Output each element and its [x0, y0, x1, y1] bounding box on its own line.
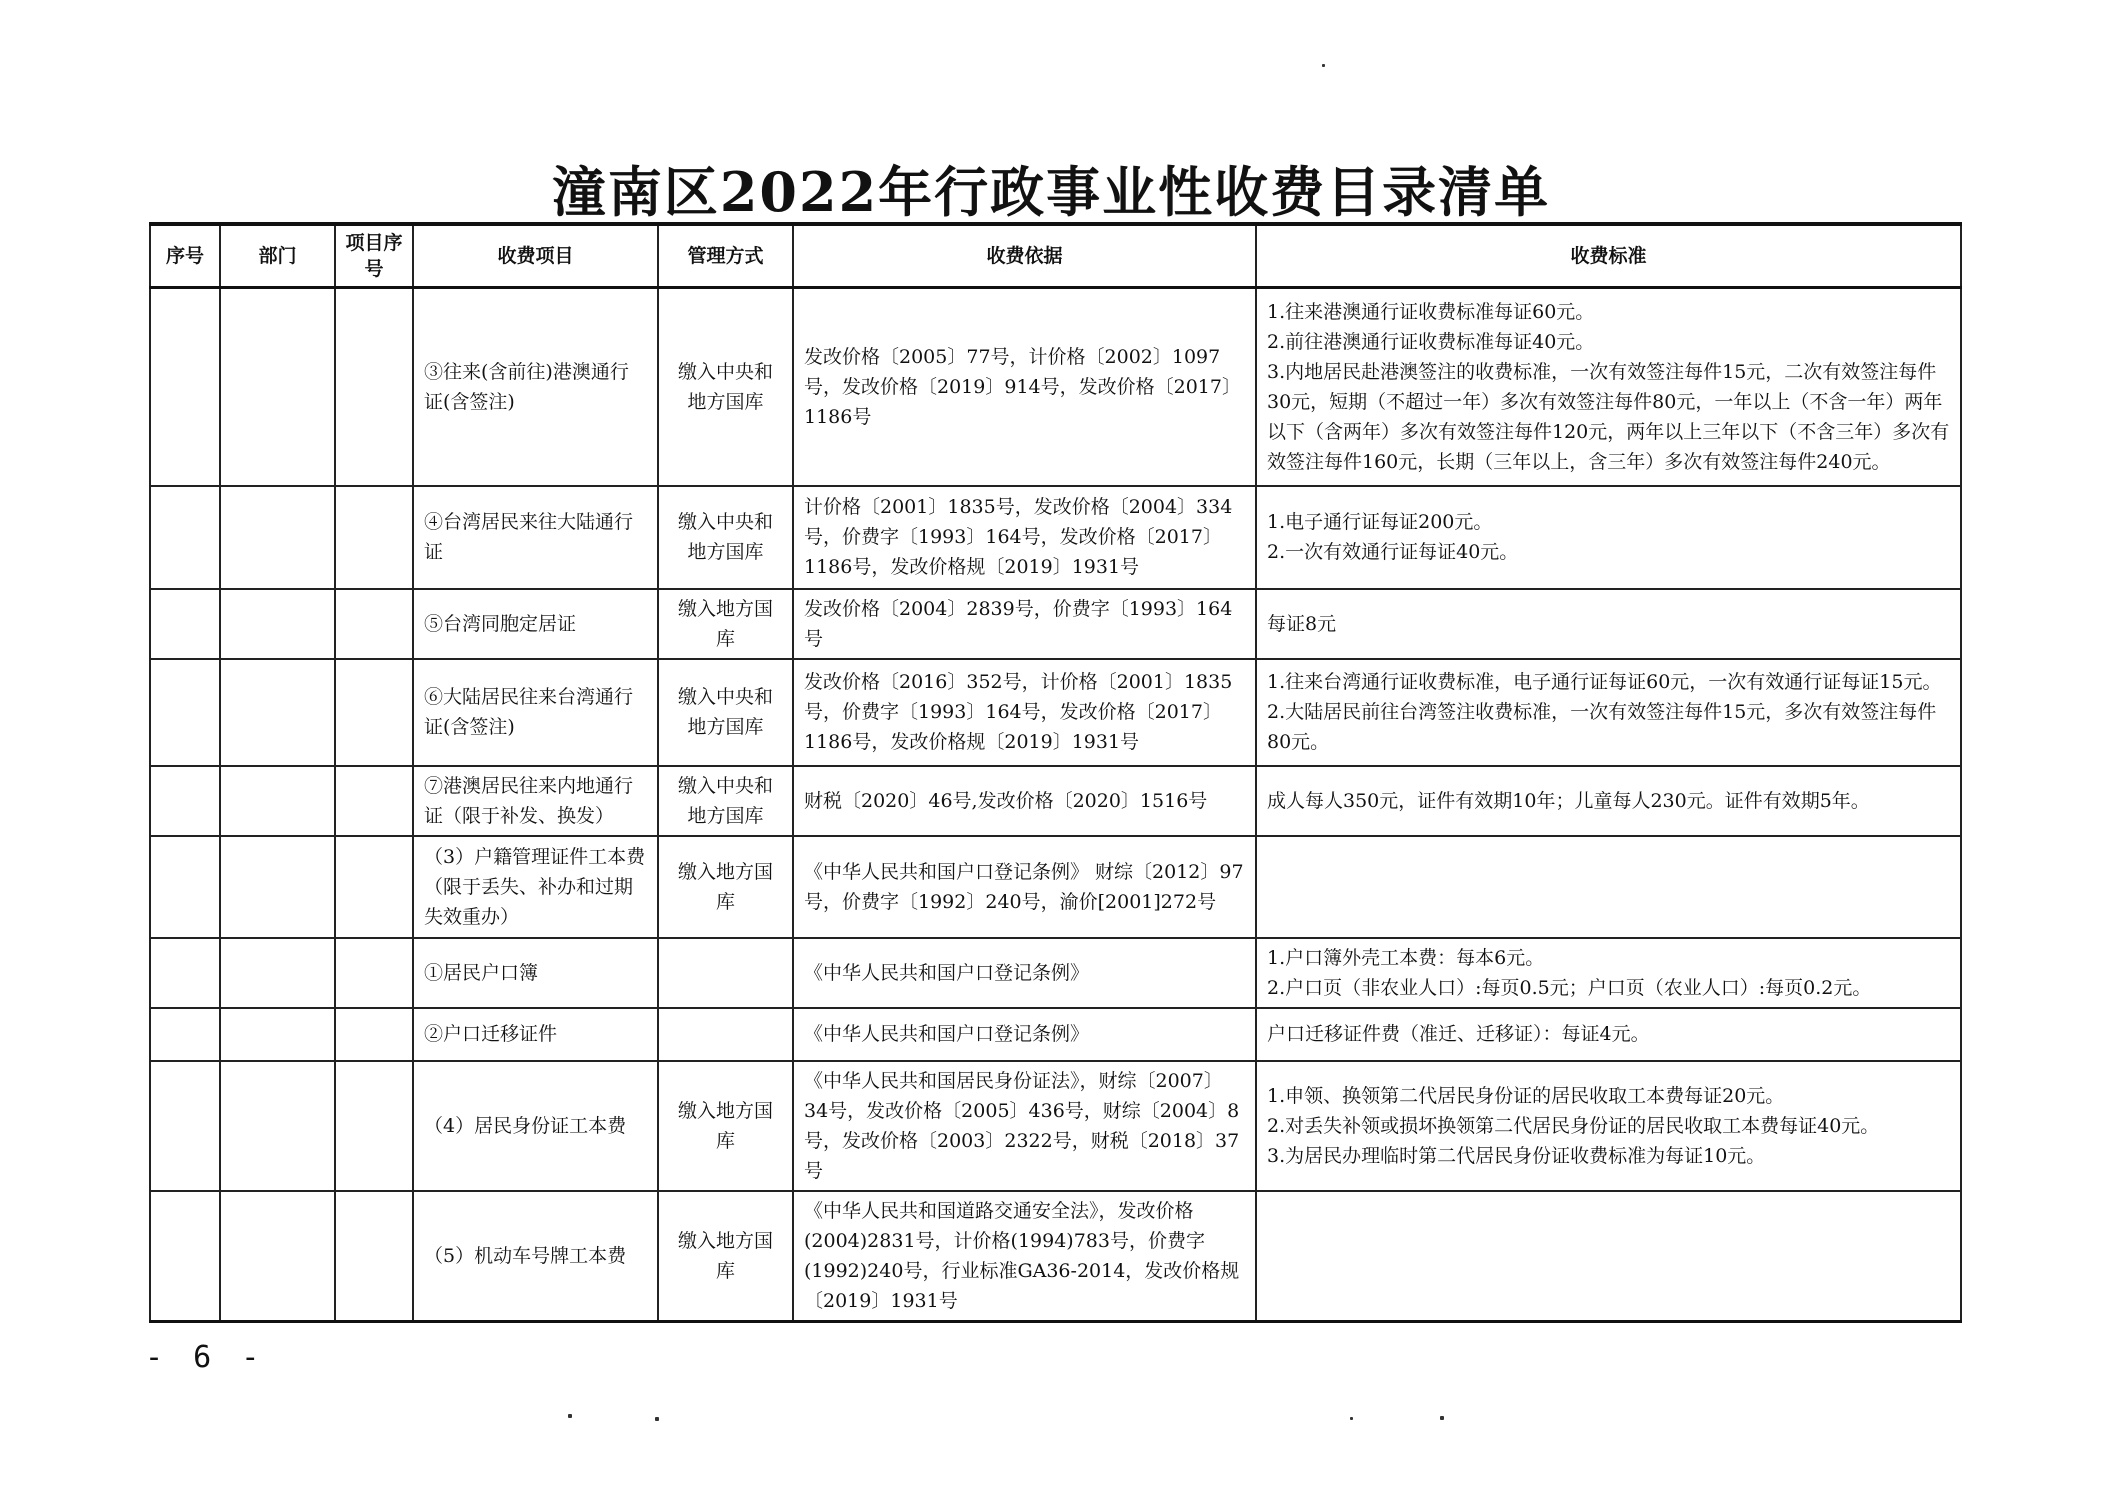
scan-speck: [568, 1414, 572, 1418]
cell-basis: 发改价格〔2005〕77号，计价格〔2002〕1097号，发改价格〔2019〕914号，发改价格〔2017〕1186号: [793, 288, 1256, 486]
cell-dept: [220, 1191, 335, 1322]
cell-item-seq: [335, 288, 413, 486]
cell-item-seq: [335, 659, 413, 766]
cell-standard: [1256, 486, 1961, 589]
cell-management: 缴入中央和地方国库: [658, 288, 793, 486]
standard-line: 1.申领、换领第二代居民身份证的居民收取工本费每证20元。: [1267, 1084, 1785, 1107]
standard-line: 2.户口页（非农业人口）:每页0.5元；户口页（农业人口）:每页0.2元。: [1267, 976, 1872, 999]
cell-item-seq: [335, 1061, 413, 1191]
standard-line: 户口迁移证件费（准迁、迁移证）：每证4元。: [1267, 1023, 1650, 1045]
scan-speck: [1322, 64, 1325, 67]
table-row: [150, 766, 1961, 836]
standard-line: 1.电子通行证每证200元。: [1267, 511, 1493, 533]
table-row: [150, 486, 1961, 589]
table-row: [150, 288, 1961, 486]
cell-management: 缴入地方国库: [658, 589, 793, 659]
cell-management: [658, 938, 793, 1008]
standard-line: 1.往来港澳通行证收费标准每证60元。: [1267, 300, 1595, 323]
col-header: 收费标准: [1256, 224, 1961, 288]
cell-seq: [150, 486, 220, 589]
cell-item-seq: [335, 486, 413, 589]
cell-management: 缴入地方国库: [658, 836, 793, 938]
cell-fee-item: （5）机动车号牌工本费: [413, 1191, 658, 1322]
cell-item-seq: [335, 1008, 413, 1061]
scan-speck: [1350, 1417, 1353, 1420]
cell-standard: [1256, 938, 1961, 1008]
cell-seq: [150, 288, 220, 486]
cell-fee-item: ⑥大陆居民往来台湾通行证(含签注): [413, 659, 658, 766]
col-header: 收费项目: [413, 224, 658, 288]
cell-management: 缴入中央和地方国库: [658, 486, 793, 589]
cell-standard: [1256, 288, 1961, 486]
table-row: [150, 836, 1961, 938]
scan-speck: [655, 1417, 659, 1421]
cell-dept: [220, 766, 335, 836]
cell-dept: [220, 288, 335, 486]
col-header: 部门: [220, 224, 335, 288]
cell-item-seq: [335, 766, 413, 836]
standard-line: 2.一次有效通行证每证40元。: [1267, 541, 1519, 563]
cell-standard: [1256, 589, 1961, 659]
cell-seq: [150, 766, 220, 836]
cell-standard: [1256, 659, 1961, 766]
cell-basis: 财税〔2020〕46号,发改价格〔2020〕1516号: [793, 766, 1256, 836]
cell-fee-item: ①居民户口簿: [413, 938, 658, 1008]
table-row: [150, 589, 1961, 659]
cell-fee-item: ④台湾居民来往大陆通行证: [413, 486, 658, 589]
cell-fee-item: ②户口迁移证件: [413, 1008, 658, 1061]
standard-line: 1.户口簿外壳工本费：每本6元。: [1267, 946, 1545, 969]
standard-line: 2.对丢失补领或损坏换领第二代居民身份证的居民收取工本费每证40元。: [1267, 1114, 1880, 1137]
col-header: 管理方式: [658, 224, 793, 288]
cell-management: [658, 1008, 793, 1061]
fee-table: [149, 222, 1962, 1323]
standard-line: 每证8元: [1267, 612, 1337, 635]
cell-seq: [150, 589, 220, 659]
cell-seq: [150, 938, 220, 1008]
cell-management: 缴入中央和地方国库: [658, 659, 793, 766]
cell-dept: [220, 589, 335, 659]
cell-seq: [150, 1008, 220, 1061]
standard-line: 3.内地居民赴港澳签注的收费标准，一次有效签注每件15元，二次有效签注每件30元，短期（不超过一年）多次有效签注每件80元，一年以上（不含一年）两年以下（含两年）多次有效签注每件120元，两年以上三年以下（不含三年）多次有效签注每件160元，长期（三年以上，含三年）多次有效签注每件240元。: [1267, 360, 1950, 473]
cell-standard: [1256, 1191, 1961, 1322]
cell-basis: 《中华人民共和国居民身份证法》，财综〔2007〕34号，发改价格〔2005〕436号，财综〔2004〕8号，发改价格〔2003〕2322号，财税〔2018〕37号: [793, 1061, 1256, 1191]
cell-dept: [220, 836, 335, 938]
cell-item-seq: [335, 938, 413, 1008]
cell-seq: [150, 1191, 220, 1322]
cell-standard: [1256, 766, 1961, 836]
cell-management: 缴入中央和地方国库: [658, 766, 793, 836]
cell-fee-item: ⑦港澳居民往来内地通行证（限于补发、换发）: [413, 766, 658, 836]
standard-line: 2.大陆居民前往台湾签注收费标准，一次有效签注每件15元，多次有效签注每件80元。: [1267, 701, 1937, 753]
cell-basis: 《中华人民共和国户口登记条例》: [793, 938, 1256, 1008]
cell-standard: [1256, 836, 1961, 938]
cell-fee-item: ③往来(含前往)港澳通行证(含签注): [413, 288, 658, 486]
cell-fee-item: ⑤台湾同胞定居证: [413, 589, 658, 659]
cell-dept: [220, 938, 335, 1008]
cell-seq: [150, 659, 220, 766]
table-row: [150, 1008, 1961, 1061]
table-row: [150, 1191, 1961, 1322]
standard-line: 成人每人350元，证件有效期10年；儿童每人230元。证件有效期5年。: [1267, 789, 1870, 812]
standard-line: 3.为居民办理临时第二代居民身份证收费标准为每证10元。: [1267, 1144, 1766, 1167]
cell-management: 缴入地方国库: [658, 1191, 793, 1322]
table-row: [150, 938, 1961, 1008]
page-title: 潼南区2022年行政事业性收费目录清单: [551, 160, 1551, 224]
col-header: 项目序号: [335, 224, 413, 288]
table-row: [150, 659, 1961, 766]
cell-seq: [150, 1061, 220, 1191]
cell-basis: 发改价格〔2016〕352号，计价格〔2001〕1835号，价费字〔1993〕164号，发改价格〔2017〕1186号，发改价格规〔2019〕1931号: [793, 659, 1256, 766]
col-header: 收费依据: [793, 224, 1256, 288]
cell-standard: [1256, 1008, 1961, 1061]
cell-basis: 计价格〔2001〕1835号，发改价格〔2004〕334号，价费字〔1993〕164号，发改价格〔2017〕1186号，发改价格规〔2019〕1931号: [793, 486, 1256, 589]
cell-dept: [220, 1061, 335, 1191]
standard-line: 1.往来台湾通行证收费标准，电子通行证每证60元，一次有效通行证每证15元。: [1267, 671, 1942, 693]
cell-management: 缴入地方国库: [658, 1061, 793, 1191]
standard-line: 2.前往港澳通行证收费标准每证40元。: [1267, 330, 1595, 353]
cell-basis: 《中华人民共和国户口登记条例》 财综〔2012〕97号，价费字〔1992〕240号，渝价[2001]272号: [793, 836, 1256, 938]
cell-basis: 《中华人民共和国道路交通安全法》，发改价格(2004)2831号，计价格(1994)783号，价费字(1992)240号，行业标准GA36-2014，发改价格规〔2019〕1931号: [793, 1191, 1256, 1322]
col-header: 序号: [150, 224, 220, 288]
table-header-row: [150, 224, 1961, 288]
cell-standard: [1256, 1061, 1961, 1191]
table-row: [150, 1061, 1961, 1191]
cell-seq: [150, 836, 220, 938]
cell-dept: [220, 486, 335, 589]
cell-basis: 《中华人民共和国户口登记条例》: [793, 1008, 1256, 1061]
page-number: - 6 -: [145, 1340, 266, 1375]
cell-item-seq: [335, 836, 413, 938]
cell-fee-item: （4）居民身份证工本费: [413, 1061, 658, 1191]
cell-item-seq: [335, 1191, 413, 1322]
cell-fee-item: （3）户籍管理证件工本费（限于丢失、补办和过期失效重办）: [413, 836, 658, 938]
cell-dept: [220, 659, 335, 766]
cell-item-seq: [335, 589, 413, 659]
cell-basis: 发改价格〔2004〕2839号，价费字〔1993〕164号: [793, 589, 1256, 659]
cell-dept: [220, 1008, 335, 1061]
scan-speck: [1440, 1416, 1444, 1420]
